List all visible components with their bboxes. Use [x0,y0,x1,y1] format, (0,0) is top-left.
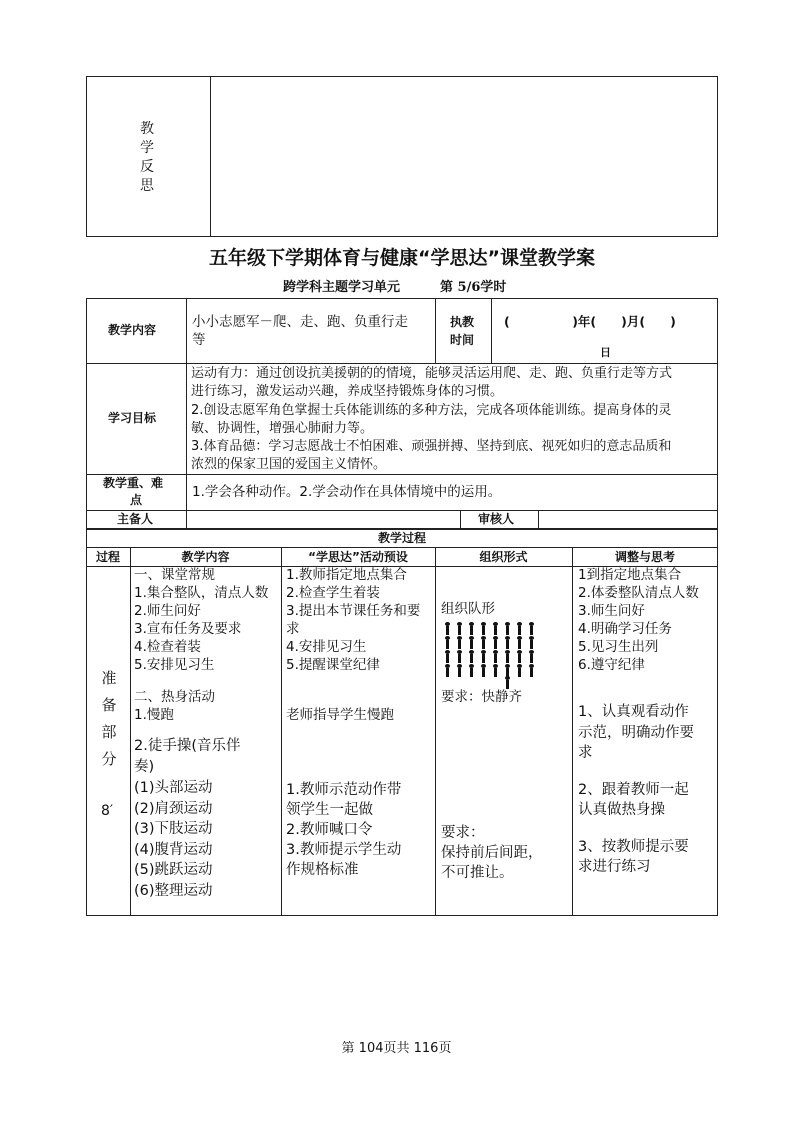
student-figure [494,668,497,677]
student-figure [530,654,533,663]
org-requirement-1: 要求：快静齐 [441,689,522,705]
time-label-1: 执教 [450,315,475,329]
student-figure [458,640,461,649]
student-figure [530,626,533,635]
student-figure [482,654,485,663]
student-figure [446,640,449,649]
student-figure [494,640,497,649]
student-figure [506,654,509,663]
student-figure [446,626,449,635]
content-label: 教学内容 [108,323,157,337]
student-figure [530,668,533,677]
stage-time: 8′ [101,803,114,819]
time-value-line2: 日 [600,346,611,359]
student-figure [530,640,533,649]
activity-column: 1.教师指定地点集合 2.检查学生着装 3.提出本节课任务和要 求 4.安排见习生 5.提醒课堂纪律 老师指导学生慢跑 1.教师示范动作带 领学生一起做 2.教师喊口令 3.教师提示学生动 作规格标准 [286,567,421,878]
student-figure [506,626,509,635]
header-content: 教学内容 [181,550,230,564]
header-thinking: 调整与思考 [614,550,675,564]
student-figure [494,654,497,663]
student-figure [518,626,521,635]
student-figure [446,668,449,677]
key-value: 1.学会各种动作。2.学会动作在具体情境中的运用。 [192,484,502,500]
header-activity: “学思达”活动预设 [308,550,408,564]
goals-text: 运动有力：通过创设抗美援朝的的情境，能够灵活运用爬、走、跑、负重行走等方式 进行练习，激发运动兴趣，养成坚持锻炼身体的习惯。 2.创设志愿军角色掌握士兵体能训练的多种方法，完成各项体能训练。提高身体的灵 敏、协调性，增强心肺耐力等。 3.体育品德：学习志愿战士不怕困难、顽强拼搏、坚持到底、视死如归的意志品质和 浓烈的保家卫国的爱国主义情怀。 [191,366,673,473]
time-value-line1: ( )年( )月( ) [504,314,676,329]
student-figure [506,640,509,649]
student-figure [494,626,497,635]
header-stage: 过程 [95,550,120,564]
period-label: 第 5/6学时 [440,280,507,295]
header-organization: 组织形式 [479,550,528,564]
page-title: 五年级下学期体育与健康“学思达”课堂教学案 [209,247,595,269]
goals-label: 学习目标 [108,411,157,425]
student-figure [458,668,461,677]
unit-label: 跨学科主题学习单元 [283,280,401,295]
student-figure [482,668,485,677]
content-column: 一、课堂常规 1.集合整队，清点人数 2.师生问好 3.宣布任务及要求 4.检查着装 5.安排见习生 二、热身活动 1.慢跑 2.徒手操(音乐伴 奏) (1)头部运动 (2)肩颈运动 (3)下肢运动 (4)腹背运动 (5)跳跃运动 (6)整理运动 [134,567,269,899]
student-figure [518,640,521,649]
page-number: 第 104页共 116页 [341,1041,452,1056]
reviewer-label: 审核人 [478,512,515,526]
content-value-line2: 等 [192,332,206,348]
student-figure [518,668,521,677]
preparer-label: 主备人 [117,512,154,526]
key-label-2: 点 [130,493,143,507]
org-requirement-2: 要求： 保持前后间距， 不可推让。 [441,825,543,881]
student-figure [446,654,449,663]
time-label-2: 时间 [450,333,475,347]
process-section-title: 教学过程 [377,531,426,545]
thinking-column: 1到指定地点集合 2.体委整队清点人数 3.师生问好 4.明确学习任务 5.见习生出列 6.遵守纪律 1、认真观看动作 示范，明确动作要 求 2、跟着教师一起 认真做热身操 3、按教师提示要 求进行练习 [578,567,699,875]
org-formation-label: 组织队形 [441,601,495,617]
student-figure [458,654,461,663]
student-figure [470,654,473,663]
reflection-label: 教 学 反 思 [140,121,154,194]
student-figure [518,654,521,663]
student-figure [458,626,461,635]
teacher-figure [506,680,509,689]
formation-figures [446,622,546,688]
key-label-1: 教学重、难 [103,476,164,490]
reflection-box [86,76,718,237]
student-figure [470,640,473,649]
student-figure [482,626,485,635]
content-value-line1: 小小志愿军－爬、走、跑、负重行走 [192,314,408,330]
student-figure [470,668,473,677]
stage-label: 准 备 部 分 [101,669,117,768]
student-figure [470,626,473,635]
student-figure [482,640,485,649]
